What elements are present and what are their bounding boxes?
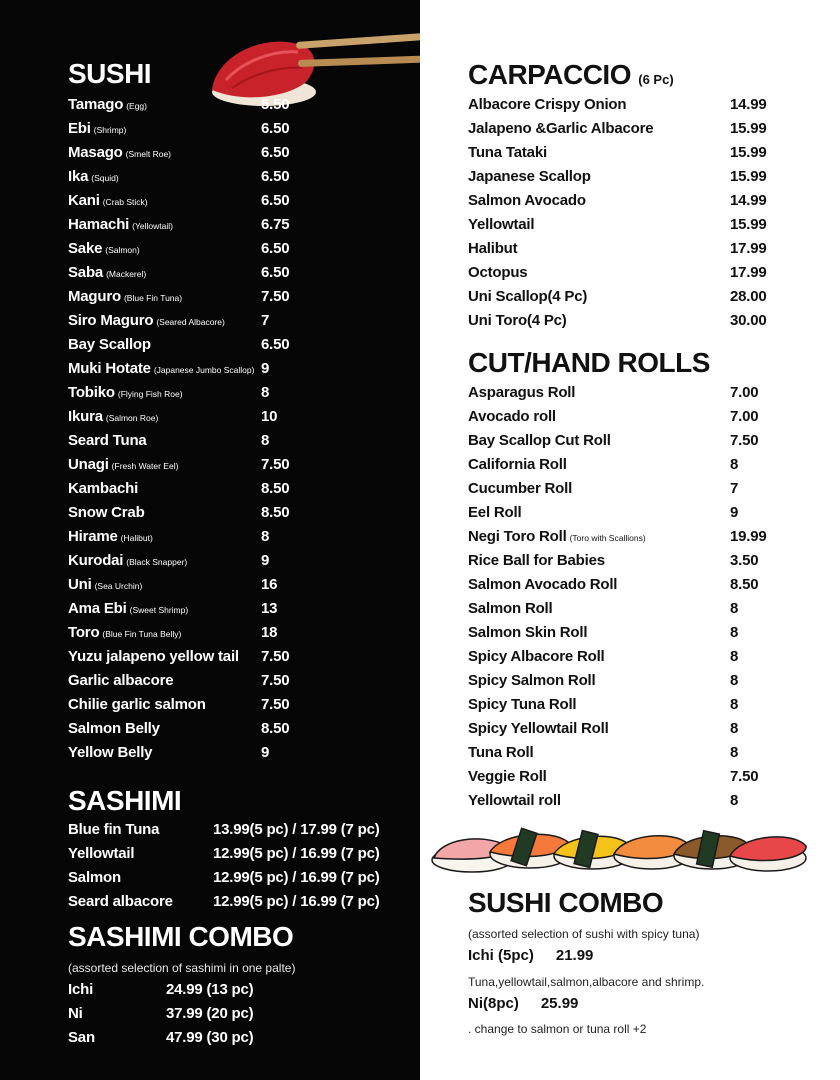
sushi-item-note: (Flying Fish Roe) [117,389,183,399]
sushi-item-note: (Smelt Roe) [125,149,171,159]
sushi-item [68,621,408,645]
roll-item-price: 9 [730,504,739,521]
sushi-item-name: Uni [68,576,92,593]
roll-item-price: 7 [730,480,739,497]
sushi-item-note: (Black Snapper) [126,557,188,567]
sushi-item [68,189,408,213]
sashimi-item [68,890,408,914]
roll-item-name: Yellowtail roll [468,792,561,809]
roll-item-name: Negi Toro Roll [468,528,567,545]
sushi-item [68,285,408,309]
roll-item-price: 8 [730,456,739,473]
sushi-item-price: 7.50 [261,456,290,473]
sushi-item-name: Hamachi [68,216,130,233]
roll-item-price: 7.00 [730,384,759,401]
roll-item [468,669,828,693]
roll-item [468,693,828,717]
sushi-item [68,597,408,621]
sushi-item-note: (Halibut) [120,533,153,543]
roll-item-name: Tuna Roll [468,744,534,761]
sushi-item-name: Siro Maguro [68,312,154,329]
sushi-item-name: Yuzu jalapeno yellow tail [68,648,239,665]
sushi-item [68,405,408,429]
sushi-combo-ni [468,995,578,1012]
sushi-item-price: 6.50 [261,336,290,353]
sushi-item-name: Seard Tuna [68,432,147,449]
sashimi-item-name: Salmon [68,869,121,886]
sushi-item-name: Unagi [68,456,109,473]
carpaccio-item [468,261,828,285]
sashimi-item-name: Seard albacore [68,893,173,910]
sashimi-item [68,866,408,890]
carpaccio-item-name: Albacore Crispy Onion [468,96,627,113]
sushi-item-note: (Shrimp) [93,125,127,135]
roll-item [468,405,828,429]
sushi-item-name: Ama Ebi [68,600,127,617]
sushi-item-note: (Blue Fin Tuna) [123,293,183,303]
sashimi-combo-item [68,1002,408,1026]
sushi-item-name: Tamago [68,96,124,113]
sushi-item-name: Hirame [68,528,118,545]
carpaccio-item [468,93,828,117]
sushi-item-price: 8 [261,384,270,401]
sushi-item [68,573,408,597]
sushi-item-note: (Blue Fin Tuna Belly) [102,629,182,639]
sushi-item [68,501,408,525]
sushi-item-name: Kurodai [68,552,124,569]
sushi-item [68,477,408,501]
roll-item-price: 8 [730,792,739,809]
sushi-item-note: (Yellowtail) [132,221,173,231]
sushi-combo-ichi [468,947,593,964]
roll-item-name: Eel Roll [468,504,522,521]
roll-item-price: 8 [730,624,739,641]
carpaccio-item-name: Yellowtail [468,216,535,233]
sashimi-item-name: Yellowtail [68,845,135,862]
sushi-item-name: Yellow Belly [68,744,153,761]
sushi-item-note: (Fresh Water Eel) [111,461,179,471]
sashimi-item [68,842,408,866]
sashimi-item-price: 12.99(5 pc) / 16.99 (7 pc) [213,845,380,862]
roll-item [468,765,828,789]
sushi-item-note: (Mackerel) [106,269,147,279]
sushi-item-name: Bay Scallop [68,336,151,353]
sushi-item-name: Maguro [68,288,121,305]
sushi-item [68,333,408,357]
sashimi-heading: SASHIMI [68,785,182,816]
roll-item-name: Avocado roll [468,408,556,425]
roll-item [468,621,828,645]
sushi-item [68,237,408,261]
sushi-item-note: (Squid) [91,173,119,183]
sashimi-combo-item-name: San [68,1029,95,1046]
sashimi-combo-item-price: 37.99 (20 pc) [166,1005,254,1022]
sushi-item [68,717,408,741]
sushi-item-name: Muki Hotate [68,360,151,377]
carpaccio-item-name: Salmon Avocado [468,192,586,209]
sushi-item-note: (Seared Albacore) [156,317,225,327]
sushi-item-note: (Japanese Jumbo Scallop) [153,365,255,375]
sushi-item-price: 9 [261,744,270,761]
sushi-item-price: 6.50 [261,144,290,161]
sushi-item-note: (Egg) [126,101,147,111]
sushi-item [68,693,408,717]
sushi-combo-footnote: . change to salmon or tuna roll +2 [468,1022,647,1036]
sashimi-item-name: Blue fin Tuna [68,821,160,838]
carpaccio-item-price: 28.00 [730,288,767,305]
sushi-item-price: 7 [261,312,270,329]
sushi-item [68,141,408,165]
roll-item-name: Salmon Skin Roll [468,624,588,641]
sushi-item [68,381,408,405]
sushi-item [68,669,408,693]
sushi-item-note: (Salmon) [105,245,140,255]
sushi-item-note: (Sea Urchin) [94,581,143,591]
sushi-item-name: Kambachi [68,480,139,497]
roll-item-name: Cucumber Roll [468,480,573,497]
rolls-heading: CUT/HAND ROLLS [468,347,710,378]
roll-item-price: 8 [730,600,739,617]
sashimi-combo-item-name: Ni [68,1005,83,1022]
sushi-item-price: 9 [261,552,270,569]
sashimi-item [68,818,408,842]
sushi-item [68,453,408,477]
sushi-item [68,357,408,381]
sushi-item [68,741,408,765]
carpaccio-item-price: 15.99 [730,144,767,161]
sushi-item-price: 13 [261,600,278,617]
sushi-item [68,165,408,189]
sushi-item-price: 6.50 [261,240,290,257]
sashimi-item-price: 12.99(5 pc) / 16.99 (7 pc) [213,893,380,910]
roll-item-price: 8 [730,648,739,665]
sushi-item-name: Masago [68,144,123,161]
sushi-item-price: 6.50 [261,120,290,137]
sushi-combo-ni-name: Ni(8pc) [468,995,519,1012]
roll-item-name: Spicy Salmon Roll [468,672,596,689]
sashimi-combo-item [68,1026,408,1050]
roll-item-price: 8 [730,672,739,689]
roll-item-name: California Roll [468,456,567,473]
roll-item-price: 8.50 [730,576,759,593]
carpaccio-item [468,189,828,213]
roll-item-price: 3.50 [730,552,759,569]
sushi-item [68,645,408,669]
sushi-combo-ni-price: 25.99 [540,995,579,1012]
sushi-combo-ichi-detail: Tuna,yellowtail,salmon,albacore and shrimp. [468,975,705,989]
roll-item-price: 8 [730,696,739,713]
roll-item [468,645,828,669]
sushi-item-price: 9 [261,360,270,377]
roll-item [468,381,828,405]
roll-item [468,453,828,477]
sushi-item-name: Chilie garlic salmon [68,696,206,713]
sushi-combo-ichi-price: 21.99 [555,947,594,964]
sushi-item-price: 6.50 [261,168,290,185]
carpaccio-item-name: Uni Toro(4 Pc) [468,312,567,329]
carpaccio-item-price: 14.99 [730,192,767,209]
carpaccio-item-name: Japanese Scallop [468,168,591,185]
carpaccio-item-price: 17.99 [730,264,767,281]
sushi-item-name: Ika [68,168,89,185]
roll-item-name: Salmon Avocado Roll [468,576,618,593]
sushi-item-name: Toro [68,624,100,641]
sashimi-combo-description: (assorted selection of sashimi in one palte) [68,961,296,975]
sashimi-item-price: 12.99(5 pc) / 16.99 (7 pc) [213,869,380,886]
roll-item [468,597,828,621]
sushi-item-name: Garlic albacore [68,672,174,689]
sushi-item [68,213,408,237]
sushi-item-price: 7.50 [261,696,290,713]
sushi-combo-description: (assorted selection of sushi with spicy tuna) [468,927,700,941]
roll-item [468,549,828,573]
sushi-item [68,117,408,141]
roll-item-name: Rice Ball for Babies [468,552,605,569]
carpaccio-item-name: Jalapeno &Garlic Albacore [468,120,654,137]
carpaccio-item-price: 30.00 [730,312,767,329]
carpaccio-item [468,309,828,333]
sashimi-combo-item [68,978,408,1002]
carpaccio-title: CARPACCIO [468,59,631,90]
sashimi-combo-item-price: 24.99 (13 pc) [166,981,254,998]
carpaccio-item [468,213,828,237]
roll-item [468,741,828,765]
carpaccio-item [468,141,828,165]
roll-item-price: 8 [730,744,739,761]
sushi-item-price: 8.50 [261,480,290,497]
sashimi-combo-item-name: Ichi [68,981,94,998]
roll-item-name: Spicy Albacore Roll [468,648,605,665]
carpaccio-item [468,237,828,261]
sushi-item [68,261,408,285]
carpaccio-item-price: 15.99 [730,216,767,233]
sushi-combo-ichi-name: Ichi (5pc) [468,947,534,964]
sushi-item-name: Kani [68,192,100,209]
roll-item [468,525,828,549]
carpaccio-item-name: Tuna Tataki [468,144,547,161]
roll-item-price: 8 [730,720,739,737]
roll-item-price: 19.99 [730,528,767,545]
sushi-item-price: 18 [261,624,278,641]
roll-item [468,501,828,525]
roll-item-name: Spicy Tuna Roll [468,696,577,713]
roll-item-note: (Toro with Scallions) [569,533,646,543]
roll-item-price: 7.00 [730,408,759,425]
carpaccio-item-name: Octopus [468,264,528,281]
sushi-item-name: Tobiko [68,384,115,401]
sushi-item-name: Ikura [68,408,103,425]
carpaccio-item [468,117,828,141]
sushi-item-price: 6.75 [261,216,290,233]
roll-item-name: Asparagus Roll [468,384,576,401]
sashimi-combo-item-price: 47.99 (30 pc) [166,1029,254,1046]
carpaccio-item-price: 14.99 [730,96,767,113]
carpaccio-suffix: (6 Pc) [638,72,674,87]
carpaccio-item [468,285,828,309]
nigiri-sushi-strip-image [430,820,810,880]
roll-item [468,789,828,813]
sushi-item-price: 10 [261,408,278,425]
sushi-item [68,429,408,453]
sushi-item [68,309,408,333]
sushi-combo-heading: SUSHI COMBO [468,887,664,918]
carpaccio-item-price: 15.99 [730,120,767,137]
right-menu-panel [420,0,840,1080]
sushi-item-price: 16 [261,576,278,593]
carpaccio-heading [468,59,674,91]
roll-item [468,573,828,597]
sushi-item-name: Snow Crab [68,504,145,521]
sushi-item [68,93,408,117]
roll-item-name: Spicy Yellowtail Roll [468,720,609,737]
roll-item-price: 7.50 [730,432,759,449]
sushi-item [68,525,408,549]
sushi-item-price: 7.50 [261,672,290,689]
sushi-item-price: 6.50 [261,264,290,281]
sashimi-combo-heading: SASHIMI COMBO [68,921,294,952]
sushi-item-name: Sake [68,240,103,257]
sushi-item-price: 8.50 [261,504,290,521]
carpaccio-item-price: 17.99 [730,240,767,257]
roll-item-name: Salmon Roll [468,600,553,617]
carpaccio-item-name: Halibut [468,240,518,257]
sushi-item-name: Ebi [68,120,91,137]
sashimi-item-price: 13.99(5 pc) / 17.99 (7 pc) [213,821,380,838]
sushi-item-price: 7.50 [261,648,290,665]
sushi-item-note: (Sweet Shrimp) [129,605,189,615]
roll-item-name: Bay Scallop Cut Roll [468,432,611,449]
sushi-item-note: (Salmon Roe) [105,413,159,423]
sushi-item-name: Saba [68,264,104,281]
sushi-item-price: 8 [261,432,270,449]
sushi-item-price: 5.50 [261,96,290,113]
sushi-item-price: 8.50 [261,720,290,737]
sushi-item-price: 6.50 [261,192,290,209]
sushi-item-name: Salmon Belly [68,720,160,737]
roll-item [468,429,828,453]
roll-item [468,717,828,741]
carpaccio-item-name: Uni Scallop(4 Pc) [468,288,588,305]
sushi-item-price: 7.50 [261,288,290,305]
sushi-item-price: 8 [261,528,270,545]
carpaccio-item-price: 15.99 [730,168,767,185]
roll-item [468,477,828,501]
carpaccio-item [468,165,828,189]
sushi-item-note: (Crab Stick) [102,197,148,207]
roll-item-price: 7.50 [730,768,759,785]
sushi-item [68,549,408,573]
sushi-heading: SUSHI [68,58,152,89]
roll-item-name: Veggie Roll [468,768,547,785]
